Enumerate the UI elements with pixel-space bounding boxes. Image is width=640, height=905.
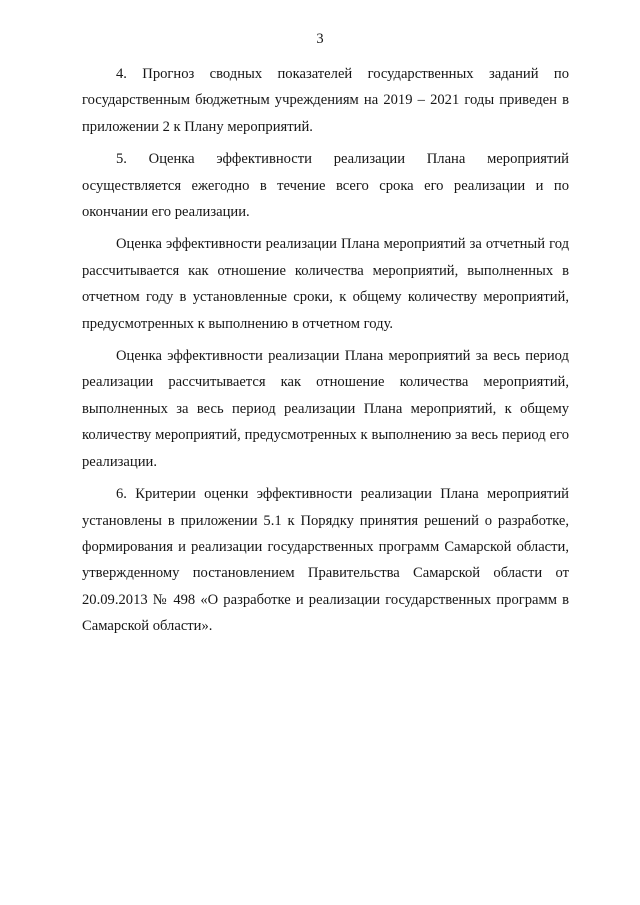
paragraph-annual-evaluation: Оценка эффективности реализации Плана мероприятий за отчетный год рассчитывается как отношение количества мероприятий, выполненных в отчетном году в установленные сроки, к общему количеству мероприятий, предусмотренных к выполнению в отчетном году.	[82, 236, 569, 332]
page-number: 3	[316, 31, 324, 47]
paragraph-criteria: 6. Критерии оценки эффективности реализации Плана мероприятий установлены в приложении 5.1 к Порядку принятия решений о разработке, формирования и реализации государственных программ Самарской области, утвержденному постановлением Правительства Самарской области от 20.09.2013 № 498 «О разработке и реализации государственных программ в Самарской области».	[82, 486, 569, 635]
paragraph-period-evaluation: Оценка эффективности реализации Плана мероприятий за весь период реализации рассчитывается как отношение количества мероприятий, выполненных за весь период реализации Плана мероприятий, к общему количеству мероприятий, предусмотренных к выполнению за весь период его реализации.	[82, 348, 569, 470]
paragraph-forecast: 4. Прогноз сводных показателей государственных заданий по государственным бюджетным учреждениям на 2019 – 2021 годы приведен в приложении 2 к Плану мероприятий.	[82, 66, 569, 135]
document-body	[82, 61, 569, 646]
paragraph-evaluation: 5. Оценка эффективности реализации Плана мероприятий осуществляется ежегодно в течение всего срока его реализации и по окончании его реализации.	[82, 151, 569, 221]
